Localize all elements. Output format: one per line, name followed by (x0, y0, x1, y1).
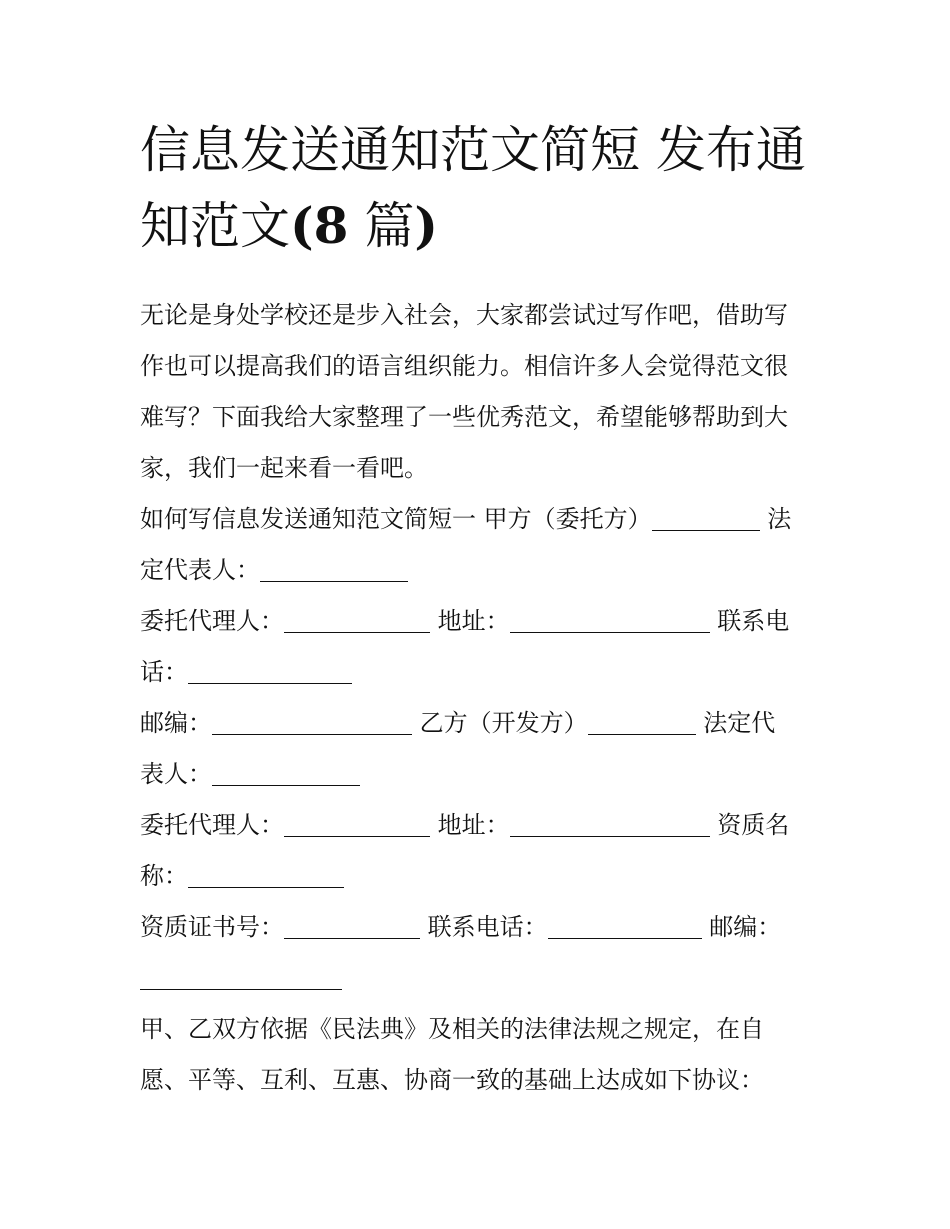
agreement-line: 愿、平等、互利、互惠、协商一致的基础上达成如下协议： (140, 1066, 764, 1094)
legal-rep-blank (260, 553, 408, 582)
form-line (140, 494, 812, 545)
form-line (140, 596, 812, 647)
party-a-section (140, 494, 812, 1004)
address-blank (510, 604, 710, 633)
party-b-blank (588, 706, 696, 735)
party-a-blank (652, 502, 760, 531)
party-b-heading: 乙方（开发方） (412, 709, 588, 737)
postcode-label: 邮编： (140, 709, 212, 737)
agent-b-blank (284, 808, 430, 837)
form-line (140, 902, 812, 953)
contact-b2-label: 联系电话： (420, 913, 548, 941)
qual-name-label: 称： (140, 862, 188, 890)
title-text: 知范文 (140, 197, 290, 255)
legal-rep-label: 定代表人： (140, 556, 260, 584)
contact-label: 联系电 (709, 607, 790, 635)
title-line-1: 信息发送通知范文简短 发布通 (140, 121, 806, 179)
form-line (140, 851, 812, 902)
contact-b2-blank (548, 910, 702, 939)
party-a-heading: 如何写信息发送通知范文简短一 甲方（委托方） (140, 505, 652, 533)
document-page (140, 112, 812, 1106)
title-line-2 (140, 188, 812, 264)
form-line (140, 749, 812, 800)
intro-line: 家，我们一起来看一看吧。 (140, 454, 428, 482)
agent-label: 委托代理人： (140, 607, 284, 635)
legal-rep-b-label: 表人： (140, 760, 212, 788)
agreement-paragraph (140, 1004, 812, 1106)
postcode-b-blank (140, 961, 342, 990)
agent-blank (284, 604, 430, 633)
title-count-unit: 篇 (348, 197, 415, 255)
postcode-b-label: 邮编： (701, 913, 782, 941)
title-count-open: (8 (290, 196, 349, 255)
legal-rep-b-blank (212, 757, 360, 786)
legal-rep-b-label: 法定代 (695, 709, 776, 737)
legal-rep-label: 法 (759, 505, 792, 533)
qual-name-blank (188, 859, 344, 888)
form-line (140, 800, 812, 851)
form-line (140, 698, 812, 749)
qual-name-label: 资质名 (709, 811, 790, 839)
form-line (140, 647, 812, 698)
title-count-close: ) (414, 196, 439, 255)
intro-line: 作也可以提高我们的语言组织能力。相信许多人会觉得范文很 (140, 352, 788, 380)
postcode-blank (212, 706, 412, 735)
address-label: 地址： (430, 607, 510, 635)
form-line (140, 953, 812, 1004)
address-b-blank (510, 808, 710, 837)
agreement-line: 甲、乙双方依据《民法典》及相关的法律法规之规定，在自 (140, 1015, 764, 1043)
intro-line: 无论是身处学校还是步入社会，大家都尝试过写作吧，借助写 (140, 301, 788, 329)
agent-b-label: 委托代理人： (140, 811, 284, 839)
intro-line: 难写？下面我给大家整理了一些优秀范文，希望能够帮助到大 (140, 403, 788, 431)
contact-blank (188, 655, 352, 684)
cert-no-label: 资质证书号： (140, 913, 284, 941)
form-line (140, 545, 812, 596)
contact-label: 话： (140, 658, 188, 686)
document-title (140, 112, 812, 264)
cert-no-blank (284, 910, 420, 939)
address-b-label: 地址： (430, 811, 510, 839)
intro-paragraph (140, 290, 812, 494)
